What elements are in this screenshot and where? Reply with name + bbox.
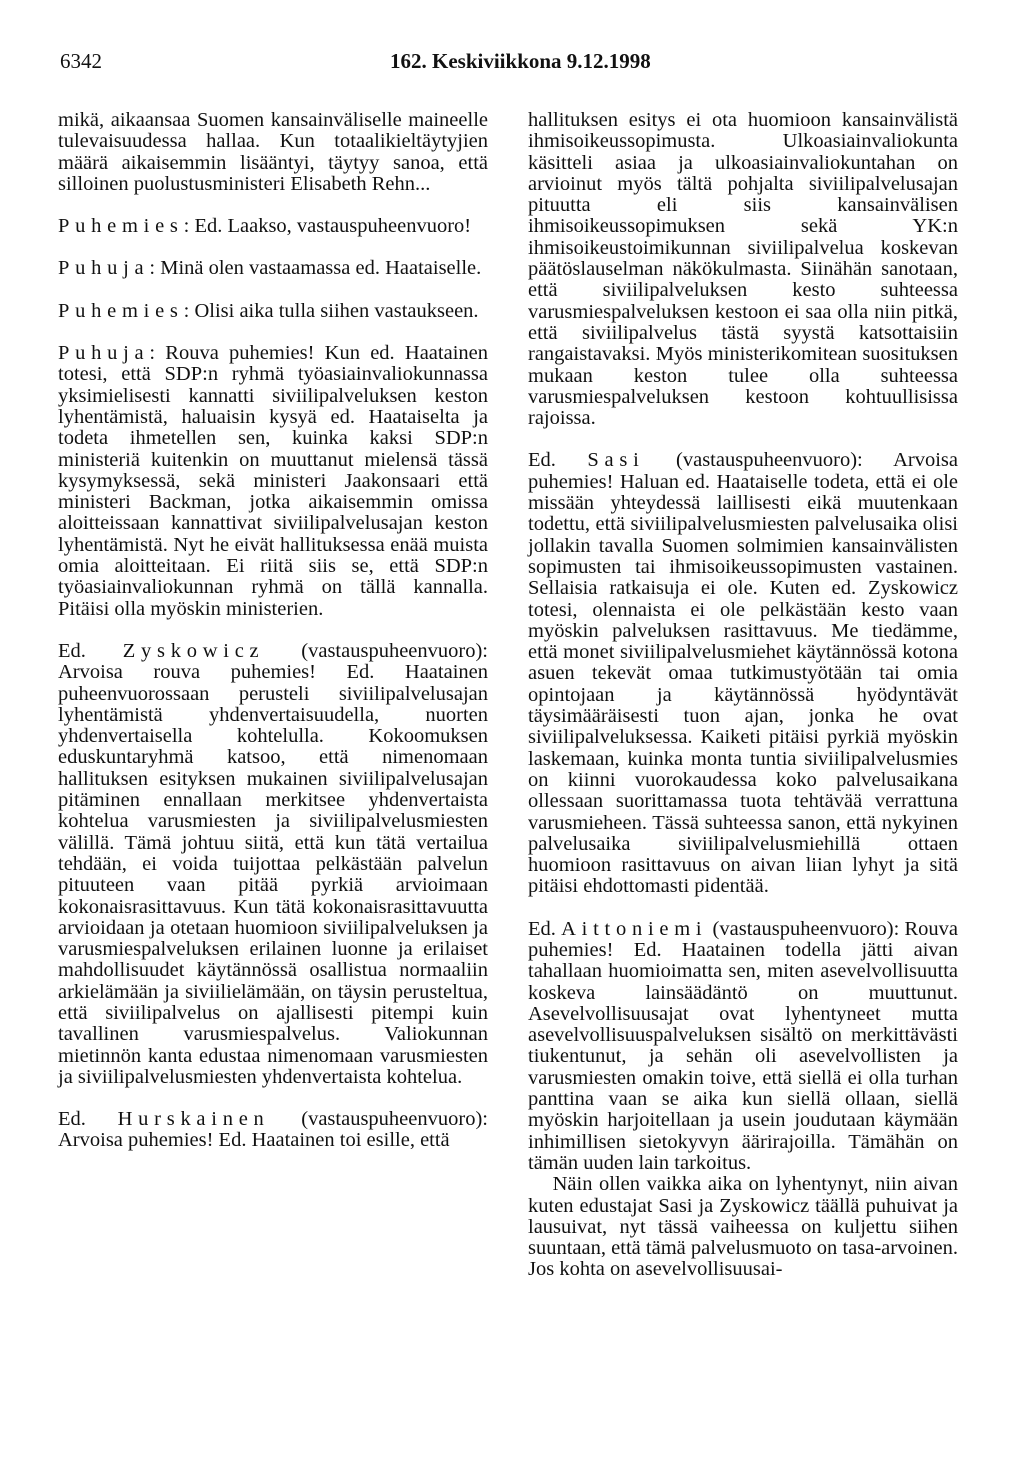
paragraph-text: : Minä olen vastaamassa ed. Haataiselle. bbox=[149, 257, 482, 280]
paragraph-text: (vastauspuheenvuoro): Arvoisa puhemies! Ed. Haatainen toi esille, että bbox=[58, 1108, 488, 1152]
paragraph bbox=[58, 110, 488, 195]
speaker-name: Puhemies bbox=[58, 299, 184, 322]
speaker-name: Puhemies bbox=[58, 215, 184, 238]
paragraph bbox=[58, 641, 488, 1088]
paragraph bbox=[528, 450, 958, 897]
speaker-prefix: Ed. bbox=[528, 917, 562, 940]
speaker-name: Puhuja bbox=[58, 257, 150, 280]
paragraph bbox=[58, 216, 488, 237]
paragraph-text: mikä, aikaansaa Suomen kansainväliselle maineelle tulevaisuudessa hallaa. Kun totaalikieltäytyjien määrä aikaisemmin lisääntyi, täytyy sanoa, että silloinen puolustusministeri Elisabeth Rehn... bbox=[58, 109, 488, 195]
paragraph bbox=[58, 301, 488, 322]
running-title: 162. Keskiviikkona 9.12.1998 bbox=[390, 49, 651, 73]
paragraph-text: (vastauspuheenvuoro): Arvoisa puhemies! Haluan ed. Haataiselle todeta, että ei ole missään yhteydessä laillisesti eikä muutenkaan todettu, että siviilipalvelusmiesten palvelusaika olisi jollakin tavalla Suomen solmimien kansainvälisten sopimusten tai ihmisoikeussopimusten vastainen. Sellaisia ratkaisuja ei ole. Kuten ed. Zyskowicz totesi, olennaista ei ole pelkästään kesto vaan myöskin palveluksen rasittavuus. Me tiedämme, että monet siviilipalvelusmiehet käytännössä kotona asuen tekevät omaa tutkimustyötään tai omia opintojaan ja käytännössä hyödyntävät täysimääräisesti tuon ajan, jonka he ovat siviilipalveluksessa. Kaiketi pitäisi pyrkiä myöskin laskemaan, kuinka monta tuntia siviilipalvelusmies on kiinni vuorokaudessa koko palvelusaikana ollessaan suorittamassa tuota tehtävää verrattuna varusmieheen. Tässä suhteessa sanon, että nykyinen palvelusaika siviilipalvelusmiehillä ottaen huomioon rasittavuus on aivan liian lyhyt ja sitä pitäisi ehdottomasti pidentää. bbox=[528, 449, 958, 898]
paragraph-text: (vastauspuheenvuoro): Rouva puhemies! Ed. Haatainen todella jätti aivan tahallaan huomioimatta sen, miten asevelvollisuutta koskeva lainsäädäntö on muuttunut. Asevelvollisuusajat ovat lyhentyneet mutta asevelvollisuuspalveluksen sisältö on merkittävästi tiukentunut, ja sehän oli asevelvollisten ja varusmiesten omakin toive, että siellä ei olla turhan panttina vaan se aika kun siellä ollaan, siellä myöskin harjoitellaan ja usein joudutaan käymään inhimillisen sietokyvyn äärirajoilla. Tämähän on tämän uuden lain tarkoitus. bbox=[528, 917, 958, 1174]
right-column bbox=[528, 110, 958, 1281]
speaker-name: Hurskainen bbox=[117, 1108, 270, 1131]
paragraph bbox=[58, 258, 488, 279]
paragraph bbox=[528, 919, 958, 1175]
paragraph bbox=[58, 1109, 488, 1152]
paragraph-text: Näin ollen vaikka aika on lyhentynyt, niin aivan kuten edustajat Sasi ja Zyskowicz täällä puhuivat ja lausuivat, nyt tässä vaiheessa on kuljettu siihen suuntaan, että tämä palvelusmuoto on tasa-arvoinen. Jos kohta on asevelvollisuusai- bbox=[528, 1173, 958, 1281]
speaker-prefix: Ed. bbox=[58, 1108, 118, 1131]
page-header bbox=[60, 49, 960, 79]
speaker-name: Puhuja bbox=[58, 342, 150, 365]
paragraph-text: hallituksen esitys ei ota huomioon kansainvälistä ihmisoikeussopimusta. Ulkoasiainvaliokunta käsitteli asiaa ja ulkoasiainvaliokuntahan on arvioinut myös tältä pohjalta siviilipalvelusajan pituutta eli siis kansainvälisen ihmisoikeussopimuksen sekä YK:n ihmisoikeustoimikunnan siviilipalvelua koskevan päätöslauselman näkökulmasta. Siinähän sanotaan, että siviilipalveluksen kesto suhteessa varusmiespalveluksen kestoon ei saa olla niin pitkä, että siviilipalvelus tästä syystä katsottaisiin rangaistavaksi. Myös ministerikomitean suosituksen mukaan keston tulee olla suhteessa varusmiespalveluksen kestoon kohtuullisissa rajoissa. bbox=[528, 109, 958, 430]
left-column bbox=[58, 110, 488, 1152]
speaker-name: Zyskowicz bbox=[122, 639, 265, 662]
paragraph-text: : Rouva puhemies! Kun ed. Haatainen totesi, että SDP:n ryhmä työasiainvaliokunnassa yksimielisesti kannatti siviilipalveluksen keston lyhentämistä, haluaisin kysyä ed. Haataiselta ja todeta ihmetellen sen, kuinka kaksi SDP:n ministeriä kuitenkin on muuttanut mielensä tässä kysymyksessä, sekä ministeri Jaakonsaari että ministeri Backman, jotka aikaisemmin omissa aloitteissaan kannattivat siviilipalvelusajan keston lyhentämistä. Nyt he eivät hallituksessa enää muista omia aloitteitaan. Ei riitä siis se, että SDP:n työasiainvaliokunnan ryhmä on tällä kannalla. Pitäisi olla myöskin ministerien. bbox=[58, 342, 488, 620]
paragraph-text: : Olisi aika tulla siihen vastaukseen. bbox=[183, 299, 479, 322]
page-number: 6342 bbox=[60, 49, 102, 73]
speaker-prefix: Ed. bbox=[58, 639, 123, 662]
paragraph-text: (vastauspuheenvuoro): Arvoisa rouva puhemies! Ed. Haatainen puheenvuorossaan perusteli siviilipalvelusajan lyhentämistä yhdenvertaisuudella, nuorten yhdenvertaisella kohtelulla. Kokoomuksen eduskuntaryhmä katsoo, että nimenomaan hallituksen esityksen mukainen siviilipalvelusajan pitäminen ennallaan merkitsee yhdenvertaista kohtelua varusmiesten ja siviilipalvelusmiesten välillä. Tämä johtuu siitä, että kun tätä vertailua tehdään, ei voida tuijottaa pelkästään palvelun pituuteen vaan pitää pyrkiä arvioimaan kokonaisrasittavuus. Kun tätä kokonaisrasittavuutta arvioidaan ja otetaan huomioon siviilipalveluksen ja varusmiespalveluksen erilainen luonne ja erilaiset mahdollisuudet käytännössä osallistua normaaliin arkielämään ja siviilielämään, on täysin perusteltua, että siviilipalvelus on ajallisesti pitempi kuin tavallinen varusmiespalvelus. Valiokunnan mietinnön kanta edustaa nimenomaan varusmiesten ja siviilipalvelusmiesten yhdenvertaista kohtelua. bbox=[58, 639, 488, 1088]
paragraph-text: : Ed. Laakso, vastauspuheenvuoro! bbox=[183, 215, 472, 238]
paragraph bbox=[528, 110, 958, 429]
paragraph bbox=[528, 1174, 958, 1280]
paragraph bbox=[58, 343, 488, 620]
speaker-name: Sasi bbox=[587, 449, 645, 472]
speaker-name: Aittoniemi bbox=[561, 917, 708, 940]
speaker-prefix: Ed. bbox=[528, 449, 588, 472]
